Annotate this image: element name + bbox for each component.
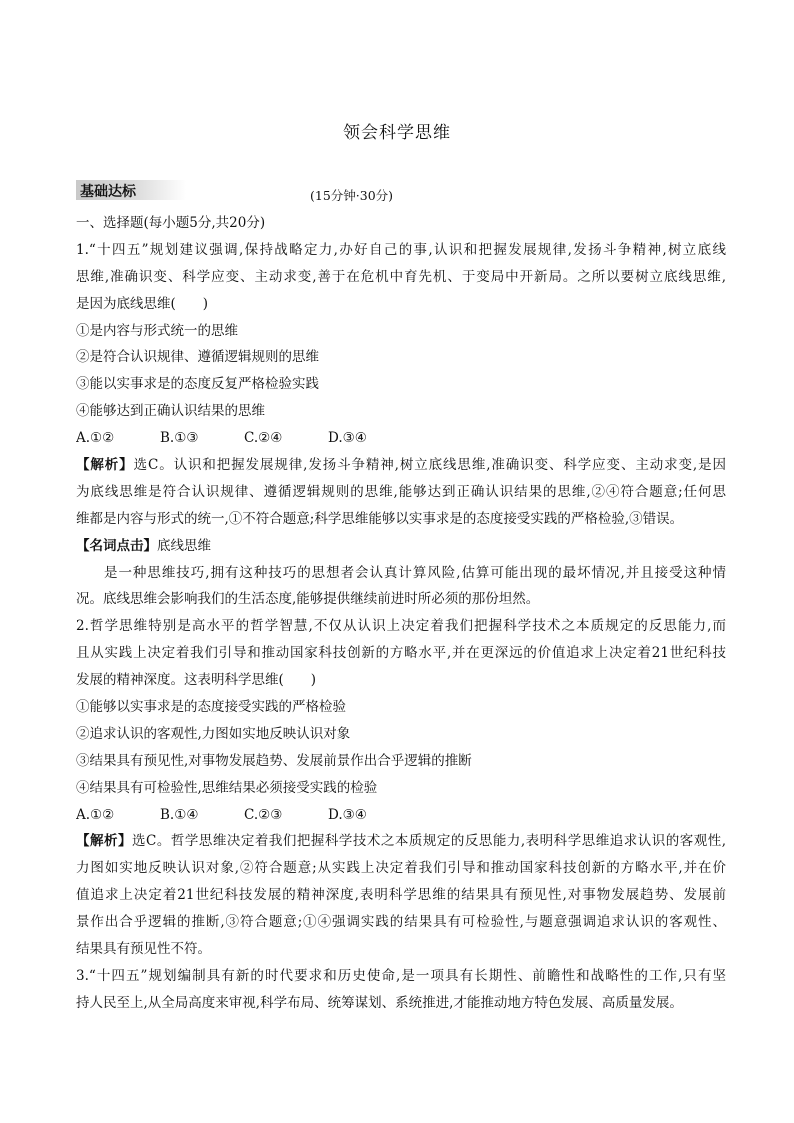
- analysis-text: 选C。认识和把握发展规律,发扬斗争精神,树立底线思维,准确识变、科学应变、主动求变,是因: [133, 457, 726, 474]
- question-3: [76, 963, 726, 1017]
- analysis-line: 维都是内容与形式的统一,①不符合题意;科学思维能够以实事求是的态度接受实践的严格检验,③错误。: [76, 510, 684, 527]
- analysis-line: [76, 828, 726, 855]
- page-title: 领会科学思维: [343, 123, 451, 143]
- analysis-line: 力图如实地反映认识对象,②符合题意;从实践上决定着我们引导和推动国家科技创新的方略水平,并在价: [76, 860, 726, 877]
- question-1-line: 思维,准确识变、科学应变、主动求变,善于在危机中育先机、于变局中开新局。之所以要树立底线思维,: [76, 268, 726, 285]
- analysis-line: 值追求上决定着21世纪科技发展的精神深度,表明科学思维的结果具有预见性,对事物发展趋势、发展前: [76, 887, 726, 904]
- option-c: C.②④: [244, 430, 283, 447]
- option-d: D.③④: [328, 430, 367, 447]
- question-3-line: 持人民至上,从全局高度来审视,科学布局、统筹谋划、系统推进,才能推动地方特色发展、高质量发展。: [76, 994, 683, 1011]
- question-2-item: ①能够以实事求是的态度接受实践的严格检验: [76, 699, 346, 716]
- question-2-line: 且从实践上决定着我们引导和推动国家科技创新的方略水平,并在更深远的价值追求上决定着21世纪科技: [76, 645, 726, 662]
- term-line: 况。底线思维会影响我们的生活态度,能够提供继续前进时所必须的那份坦然。: [76, 591, 540, 608]
- question-3-line: 3.“十四五”规划编制具有新的时代要求和历史使命,是一项具有长期性、前瞻性和战略性的工作,只有坚: [76, 967, 726, 984]
- question-2-line: 2.哲学思维特别是高水平的哲学智慧,不仅从认识上决定着我们把握科学技术之本质规定的反思能力,而: [76, 618, 726, 635]
- analysis-line: 结果具有预见性不符。: [76, 941, 211, 958]
- option-b: B.①④: [160, 806, 199, 823]
- question-2-options: [76, 802, 726, 829]
- question-1-options: [76, 425, 726, 452]
- section-time: (15分钟·30分): [310, 188, 394, 203]
- question-2-item: ②追求认识的客观性,力图如实地反映认识对象: [76, 725, 351, 742]
- question-1-line: 1.“十四五”规划建议强调,保持战略定力,办好自己的事,认识和把握发展规律,发扬斗争精神,树立底线: [76, 241, 726, 258]
- analysis-text: 选C。哲学思维决定着我们把握科学技术之本质规定的反思能力,表明科学思维追求认识的客观性,: [132, 833, 726, 850]
- term-line: 是一种思维技巧,拥有这种技巧的思想者会认真计算风险,估算可能出现的最坏情况,并且接受这种情: [104, 564, 726, 581]
- section-header: [76, 180, 716, 202]
- term-name: 底线思维: [157, 537, 211, 554]
- option-b: B.①③: [160, 430, 199, 447]
- option-c: C.②③: [244, 806, 283, 823]
- term-heading: [76, 533, 726, 560]
- document-body: [76, 210, 726, 1017]
- option-a: A.①②: [76, 430, 115, 447]
- question-1-item: ④能够达到正确认识结果的思维: [76, 403, 265, 420]
- analysis-tag: 【解析】: [76, 833, 133, 850]
- part-heading: 一、选择题(每小题5分,共20分): [76, 215, 266, 231]
- question-2-line: 发展的精神深度。这表明科学思维( ): [76, 672, 317, 689]
- section-label: 基础达标: [80, 184, 136, 200]
- question-1: [76, 237, 726, 613]
- option-a: A.①②: [76, 806, 115, 823]
- analysis-line: [76, 452, 726, 479]
- term-tag: 【名词点击】: [76, 537, 157, 554]
- analysis-line: 为底线思维是符合认识规律、遵循逻辑规则的思维,能够达到正确认识结果的思维,②④符合题意;任何思: [76, 483, 726, 500]
- analysis-line: 景作出合乎逻辑的推断,③符合题意;①④强调实践的结果具有可检验性,与题意强调追求认识的客观性、: [76, 914, 726, 931]
- question-2-item: ④结果具有可检验性,思维结果必须接受实践的检验: [76, 779, 378, 796]
- question-2-item: ③结果具有预见性,对事物发展趋势、发展前景作出合乎逻辑的推断: [76, 752, 472, 769]
- question-2: [76, 613, 726, 963]
- question-1-item: ②是符合认识规律、遵循逻辑规则的思维: [76, 349, 319, 366]
- question-1-line: 是因为底线思维( ): [76, 295, 209, 312]
- analysis-tag: 【解析】: [76, 457, 134, 474]
- question-1-item: ③能以实事求是的态度反复严格检验实践: [76, 376, 319, 393]
- option-d: D.③④: [328, 806, 367, 823]
- question-1-item: ①是内容与形式统一的思维: [76, 322, 238, 339]
